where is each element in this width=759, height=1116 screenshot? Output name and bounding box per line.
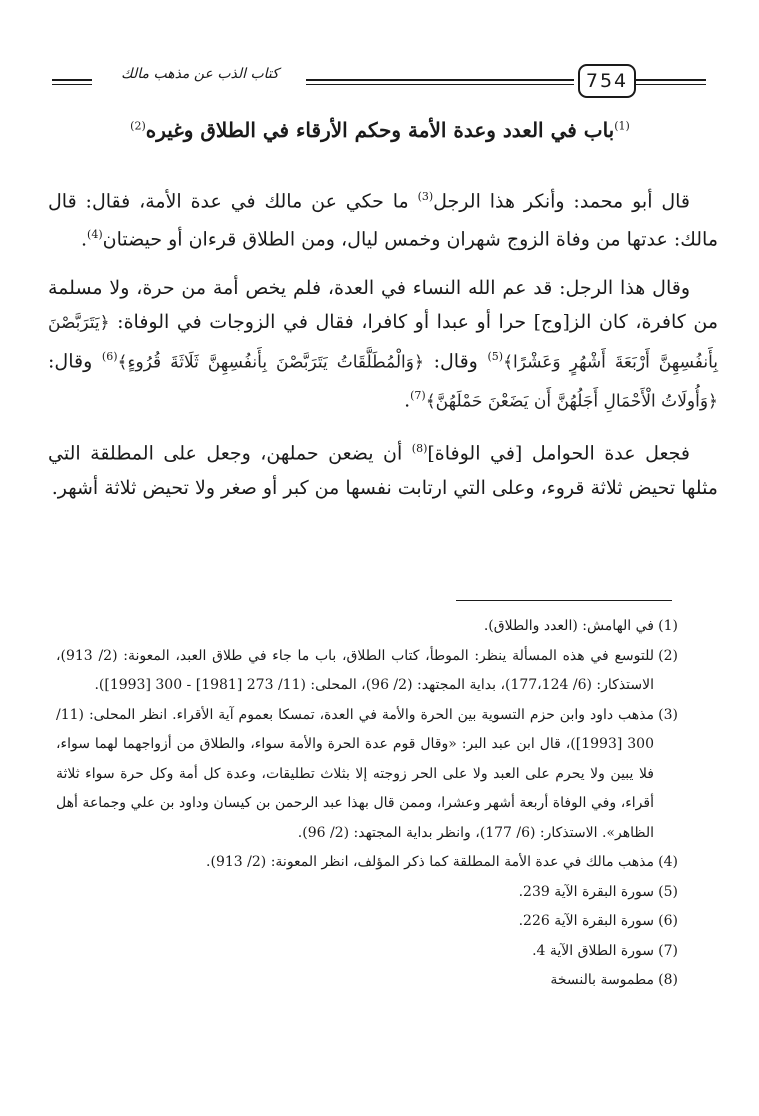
footnote-ref: (1) [614, 119, 630, 133]
header-rule-right [634, 79, 706, 85]
footnote-number: (3) [658, 706, 678, 723]
footnote-ref: (7) [410, 388, 426, 402]
running-header-title: كتاب الذب عن مذهب مالك [121, 66, 279, 82]
footnote-number: (7) [658, 942, 678, 959]
text-run: أن يضعن حملهن، وجعل على المطلقة التي مثلها تحيض ثلاثة قروء، وعلى التي ارتابت نفسها من كبر أو صغر ولا تحيض ثلاثة أشهر. [48, 442, 718, 499]
footnote-text: في الهامش: (العدد والطلاق). [483, 618, 654, 634]
header-rule-left [52, 79, 92, 85]
footnote-ref: (2) [130, 119, 146, 133]
body-text [48, 180, 718, 519]
quran-verse: ﴿يَتَرَبَّصْنَ بِأَنفُسِهِنَّ أَرْبَعَةَ أَشْهُرٍ وَعَشْرًا﴾ [48, 312, 718, 372]
footnote [56, 642, 678, 701]
quran-verse: ﴿وَالْمُطَلَّقَاتُ يَتَرَبَّصْنَ بِأَنفُسِهِنَّ ثَلَاثَةَ قُرُوءٍ﴾ [117, 351, 424, 372]
footnote-number: (6) [658, 913, 678, 929]
footnote-text: سورة البقرة الآية 239. [518, 883, 654, 900]
footnote [56, 937, 678, 967]
text-run: ما حكي عن مالك في عدة الأمة، فقال: قال مالك: عدتها من وفاة الزوج شهران وخمس ليال، ومن الطلاق قرءان أو حيضتان [48, 190, 718, 251]
footnote-number: (8) [658, 972, 678, 988]
footnote-number: (4) [658, 854, 678, 870]
footnote-text: مذهب داود وابن حزم التسوية بين الحرة والأمة في العدة، تمسكا بعموم آية الأقراء. انظر المحلى: (11/ 300 [1993])، قال ابن عبد البر: «وقال قوم عدة الحرة والأمة سواء، والطلاق من أزواجهما لهما سواء، فلا يبين ولا يحرم على العبد ولا على الحر زوجته إلا بثلاث تطليقات، وعدة كل أمة وكل حرة سواء ثلاثة أقراء، وفي الوفاة أربعة أشهر وعشرا، وممن قال بهذا عبد الرحمن بن كيسان وداود بن علي وجماعة أهل الظاهر». الاستذكار: (6/ 177)، وانظر بداية المجتهد: (2/ 96). [56, 706, 654, 841]
footnote-ref: (4) [87, 228, 103, 242]
text-run: قال أبو محمد: وأنكر هذا الرجل [433, 190, 691, 213]
text-run: . [404, 389, 411, 412]
chapter-heading [40, 118, 720, 142]
footnote [56, 966, 678, 996]
footnote [56, 701, 678, 849]
text-run: وقال: [48, 349, 102, 372]
footnote-text: سورة البقرة الآية 226. [518, 913, 654, 929]
header-rule-middle [306, 79, 574, 85]
footnote-separator [456, 600, 672, 601]
text-run: فجعل عدة الحوامل [في الوفاة] [427, 442, 690, 465]
footnote-ref: (5) [487, 349, 504, 363]
footnote-text: مذهب مالك في عدة الأمة المطلقة كما ذكر المؤلف، انظر المعونة: (2/ 913). [206, 854, 654, 870]
footnote-text: مطموسة بالنسخة [550, 972, 654, 988]
footnote-number: (2) [658, 647, 678, 664]
footnote-ref: (3) [417, 190, 434, 203]
paragraph-3 [48, 432, 718, 504]
text-run: وقال: [423, 349, 488, 372]
footnotes [56, 612, 678, 996]
text-run: . [81, 228, 88, 251]
paragraph-2 [48, 271, 718, 419]
footnote [56, 848, 678, 878]
footnote [56, 612, 678, 642]
text-run: وقال هذا الرجل: قد عم الله النساء في العدة، فلم يخص أمة من حرة، ولا مسلمة من كافرة، كان الز[وج] حرا أو عبدا أو كافرا، فقال في الزوجات في الوفاة: [48, 276, 719, 333]
footnote-number: (1) [658, 618, 678, 634]
footnote [56, 878, 678, 908]
footnote-ref: (8) [411, 442, 428, 456]
page-number: 754 [578, 64, 636, 98]
quran-verse: ﴿وَأُولَاتُ الْأَحْمَالِ أَجَلُهُنَّ أَن يَضَعْنَ حَمْلَهُنَّ﴾ [425, 391, 718, 412]
footnote-number: (5) [658, 883, 678, 900]
footnote [56, 907, 678, 937]
footnote-ref: (6) [101, 349, 118, 363]
chapter-heading-text: باب في العدد وعدة الأمة وحكم الأرقاء في الطلاق وغيره [145, 118, 615, 142]
paragraph-1 [48, 180, 718, 257]
footnote-text: سورة الطلاق الآية 4. [532, 942, 654, 959]
footnote-text: للتوسع في هذه المسألة ينظر: الموطأ، كتاب الطلاق، باب ما جاء في طلاق العبد، المعونة: (2/ 913)، الاستذكار: (6/ 177،124)، بداية المجتهد: (2/ 96)، المحلى: (11/ 273 [1981] - 300 [1993]). [56, 647, 655, 693]
